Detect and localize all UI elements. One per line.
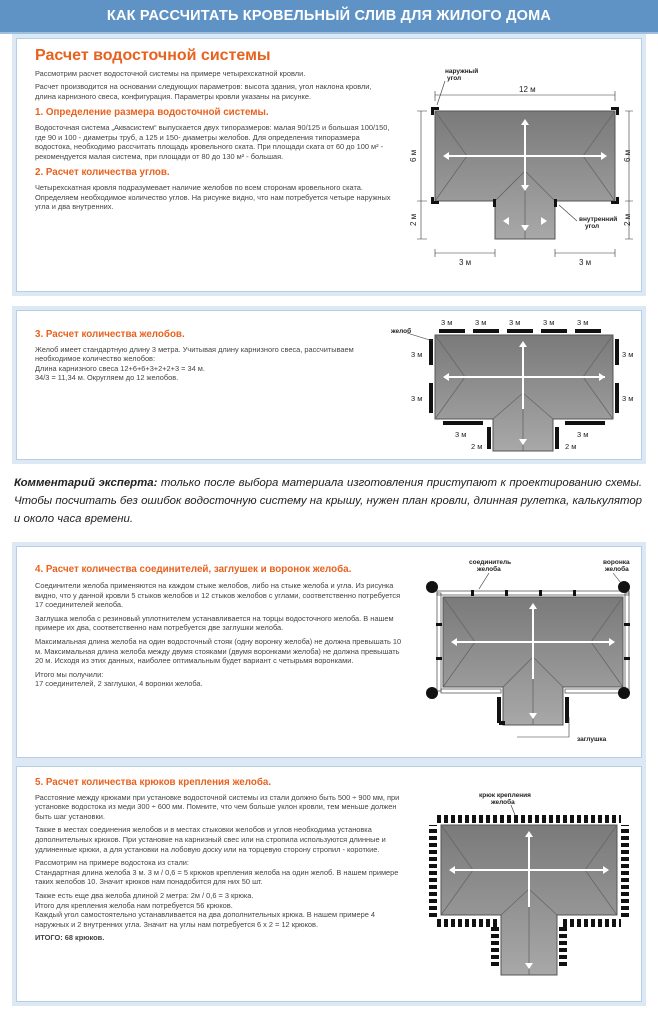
gutter-label: желоб	[391, 328, 412, 335]
dim-top-3m-2: 3 м	[475, 318, 487, 327]
sec5-p4: Стандартная длина желоба 3 м. 3 м / 0,6 = 5 крюков крепления желоба на один желоб. В нашем примере таких желобов 10. Значит крюков нам понадобится для них 50 шт.	[35, 867, 399, 887]
dim-top-3m-4: 3 м	[543, 318, 555, 327]
dim-right-3m-2: 3 м	[622, 394, 634, 403]
hooks-diagram	[415, 793, 639, 993]
sec1-title: 1. Определение размера водосточной системы.	[35, 107, 269, 119]
sec5-p3: Рассмотрим на примере водостока из стали:	[35, 858, 189, 868]
connector-label2: желоба	[477, 566, 501, 573]
sec3-text3: 34/3 = 11,34 м. Округляем до 12 желобов.	[35, 373, 179, 383]
sec5-p7: Каждый угол самостоятельно устанавливается на два дополнительных крюка. В нашем примере 4 наружных и 2 внутренних угла. Значит на углы нам потребуется 6 х 2 = 12 крюков.	[35, 910, 375, 929]
panel3-text	[35, 557, 407, 693]
outer-corner-label2: угол	[447, 75, 462, 82]
panel-connectors	[16, 546, 642, 758]
dim-6m-right: 6 м	[623, 149, 632, 162]
panel1-intro1: Рассмотрим расчет водосточной системы на примере четырехскатной кровли.	[35, 68, 306, 78]
sec2-text: Четырехскатная кровля подразумевает наличие желобов по всем сторонам кровельного ската. Определяем необходимое количество углов. На рисунке видно, что нам потребуется четыре наружных угла и два внутренних.	[35, 182, 391, 212]
panel2-text	[35, 323, 380, 387]
expert-comment-label: Комментарий эксперта:	[14, 477, 158, 489]
panel-hooks	[16, 766, 642, 1002]
dim-bottom-3m-2: 3 м	[577, 430, 589, 439]
inner-corner-label: внутренний	[579, 216, 618, 223]
dim-bottom-2m-1: 2 м	[471, 442, 483, 451]
banner-title: КАК РАССЧИТАТЬ КРОВЕЛЬНЫЙ СЛИВ ДЛЯ ЖИЛОГО ДОМА	[106, 8, 552, 24]
dim-left-3m-2: 3 м	[411, 394, 423, 403]
dim-bottom-3m-1: 3 м	[455, 430, 467, 439]
sec4-p3: Максимальная длина желоба на один водосточный стояк (одну воронку желоба) не должна превышать 10 м. Максимальная длина желоба между двумя стояками (двумя воронками желоба) не должна превышать 20 м. Исходя из этих данных, наиболее оптимальным будет вариант с четырьмя воронками.	[35, 636, 402, 666]
dim-top-3m-3: 3 м	[509, 318, 521, 327]
panel1-title: Расчет водосточной системы	[35, 47, 271, 64]
sec4-p1: Соединители желоба применяются на каждом стыке желобов, либо на стыке желоба и угла. Из рисунка видно, что у данной кровли 5 стыков желобов и 12 стыков желобов с углами, соответственно потребуется 17 соединителей желоба.	[35, 581, 401, 610]
panel-gutter-count	[16, 310, 642, 460]
sec1-text: Водосточная система „Аквасистем“ выпускается двух типоразмеров: малая 90/125 и большая 100/150, где 90 и 100 - диаметры труб, а 125 и 150- диаметры желобов. Для определения типоразмера водостока, необходимо рассчитать площадь кровельного ската. При площади ската от 60 до 100 м² - рекомендуется малая система, при площади от 80 до 130 м² - большая.	[35, 122, 390, 161]
sec5-p2: Также в местах соединения желобов и в местах стыковки желобов и углов необходима установка дополнительных крюков. При установке на карнизный свес или на стропила используются длинные и удлиненные крюки, а для установки на лобовую доску или на торцевую сторону стропил - короткие.	[35, 825, 386, 854]
dim-top-3m-5: 3 м	[577, 318, 589, 327]
funnel-label2: желоба	[605, 566, 629, 573]
dim-12m: 12 м	[519, 85, 536, 94]
page-banner	[0, 0, 658, 34]
sec4-p4: Итого мы получили:	[35, 669, 104, 679]
sec5-total: ИТОГО: 68 крюков.	[35, 933, 105, 943]
sec3-text1: Желоб имеет стандартную длину 3 метра. Учитывая длину карнизного свеса, рассчитываем необходимое количество желобов:	[35, 344, 354, 364]
sec4-p5: 17 соединителей, 2 заглушки, 4 воронки желоба.	[35, 679, 203, 689]
hook-label: крюк крепления	[479, 793, 531, 799]
dim-left-3m-1: 3 м	[411, 350, 423, 359]
panel1-intro2: Расчет производится на основании следующих параметров: высота здания, угол наклона кровли, длина карнизного свеса, конфигурация. Параметры кровли указаны на рисунке.	[35, 82, 372, 101]
dim-6m-left: 6 м	[409, 149, 418, 162]
panel4-text	[35, 771, 407, 947]
connector-label: соединитель	[469, 559, 512, 566]
dim-3m-left: 3 м	[459, 258, 472, 267]
dim-3m-right: 3 м	[579, 258, 592, 267]
sec3-title: 3. Расчет количества желобов.	[35, 329, 185, 340]
panel1-text	[35, 47, 391, 216]
sec5-p5: Также есть еще два желоба длиной 2 метра: 2м / 0,6 = 3 крюка.	[35, 890, 254, 900]
expert-comment	[14, 474, 642, 528]
sec5-p6: Итого для крепления желоба нам потребуется 56 крюков.	[35, 900, 233, 910]
roof-plan-dimensions	[407, 61, 637, 277]
outer-corner-label: наружный	[445, 68, 479, 75]
sec2-title: 2. Расчет количества углов.	[35, 167, 170, 179]
dim-2m-left: 2 м	[409, 213, 418, 226]
hook-label2: желоба	[491, 799, 515, 806]
sec4-title: 4. Расчет количества соединителей, заглушек и воронок желоба.	[35, 564, 352, 575]
dim-right-3m-1: 3 м	[622, 350, 634, 359]
dim-bottom-2m-2: 2 м	[565, 442, 577, 451]
panel-system-calc	[16, 38, 642, 292]
gutter-layout-diagram	[389, 317, 639, 457]
funnel-label: воронка	[603, 559, 630, 566]
sec5-title: 5. Расчет количества крюков крепления желоба.	[35, 777, 272, 788]
expert-comment-text: только после выбора материала изготовления приступают к проектированию схемы. Чтобы посчитать без ошибок водосточную систему на крышу, нужен план кровли, длинная рулетка, калькулятор и около часа времени.	[14, 477, 642, 525]
inner-corner-label2: угол	[585, 223, 600, 230]
sec5-p1: Расстояние между крюками при установке водосточной системы из стали должно быть 500 ÷ 900 мм, при установке водостока из меди 300 ÷ 600 мм. Помните, что чем больше уклон кровли, тем меньше должен быть шаг установки.	[35, 792, 400, 821]
cap-label: заглушка	[577, 736, 607, 743]
dim-top-3m-1: 3 м	[441, 318, 453, 327]
sec4-p2: Заглушка желоба с резиновый уплотнителем устанавливается на торцы водосточного желоба. В нашем примере их два, соответственно нам потребуется две заглушки желоба.	[35, 613, 394, 633]
dim-2m-right: 2 м	[623, 213, 632, 226]
connectors-diagram	[417, 557, 639, 753]
sec3-text2: Длина карнизного свеса 12+6+6+3+2+2+3 = 34 м.	[35, 363, 205, 373]
